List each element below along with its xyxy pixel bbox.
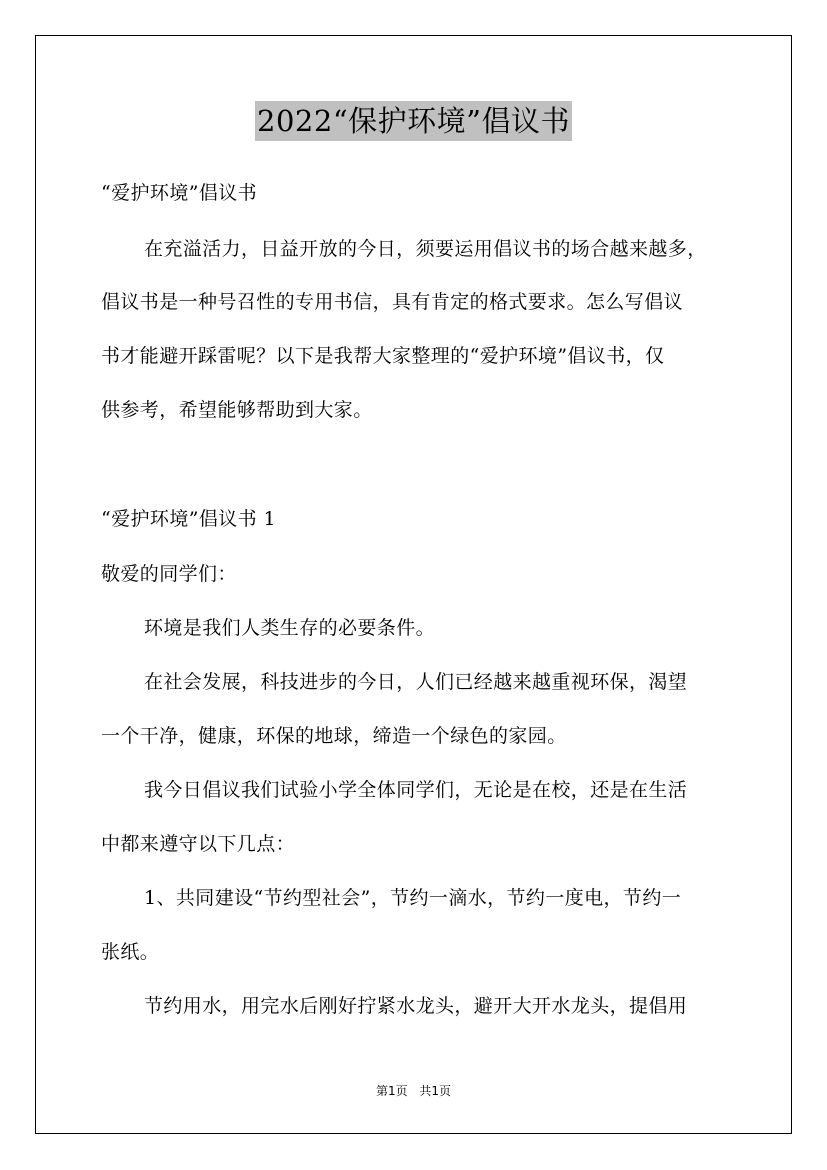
page-footer [0,1083,827,1099]
paragraph-line: 在社会发展，科技进步的今日，人们已经越来越重视环保，渴望 [144,671,688,693]
document-title: 2022“保护环境”倡议书 [255,101,572,141]
title-container [0,101,827,141]
page-number-current: 第1页 [375,1084,408,1098]
document-subtitle: “爱护环境”倡议书 [101,182,258,204]
paragraph-line: 1、共同建设“节约型社会”，节约一滴水，节约一度电，节约一 [144,887,682,909]
paragraph-line: 张纸。 [101,941,160,963]
paragraph-line: 在充溢活力，日益开放的今日，须要运用倡议书的场合越来越多， [144,238,707,260]
paragraph-line: 供参考，希望能够帮助到大家。 [101,399,373,421]
page-number-total: 共1页 [419,1084,452,1098]
paragraph-line: 环境是我们人类生存的必要条件。 [144,617,436,639]
paragraph-line: 倡议书是一种号召性的专用书信，具有肯定的格式要求。怎么写倡议 [101,291,684,313]
salutation: 敬爱的同学们： [101,563,237,585]
paragraph-line: 书才能避开踩雷呢？以下是我帮大家整理的“爱护环境”倡议书，仅 [101,345,665,367]
section-heading: “爱护环境”倡议书 1 [101,508,276,530]
paragraph-line: 节约用水，用完水后刚好拧紧水龙头，避开大开水龙头，提倡用 [144,995,688,1017]
paragraph-line: 一个干净，健康，环保的地球，缔造一个绿色的家园。 [101,725,567,747]
paragraph-line: 中都来遵守以下几点： [101,833,296,855]
paragraph-line: 我今日倡议我们试验小学全体同学们，无论是在校，还是在生活 [144,779,688,801]
